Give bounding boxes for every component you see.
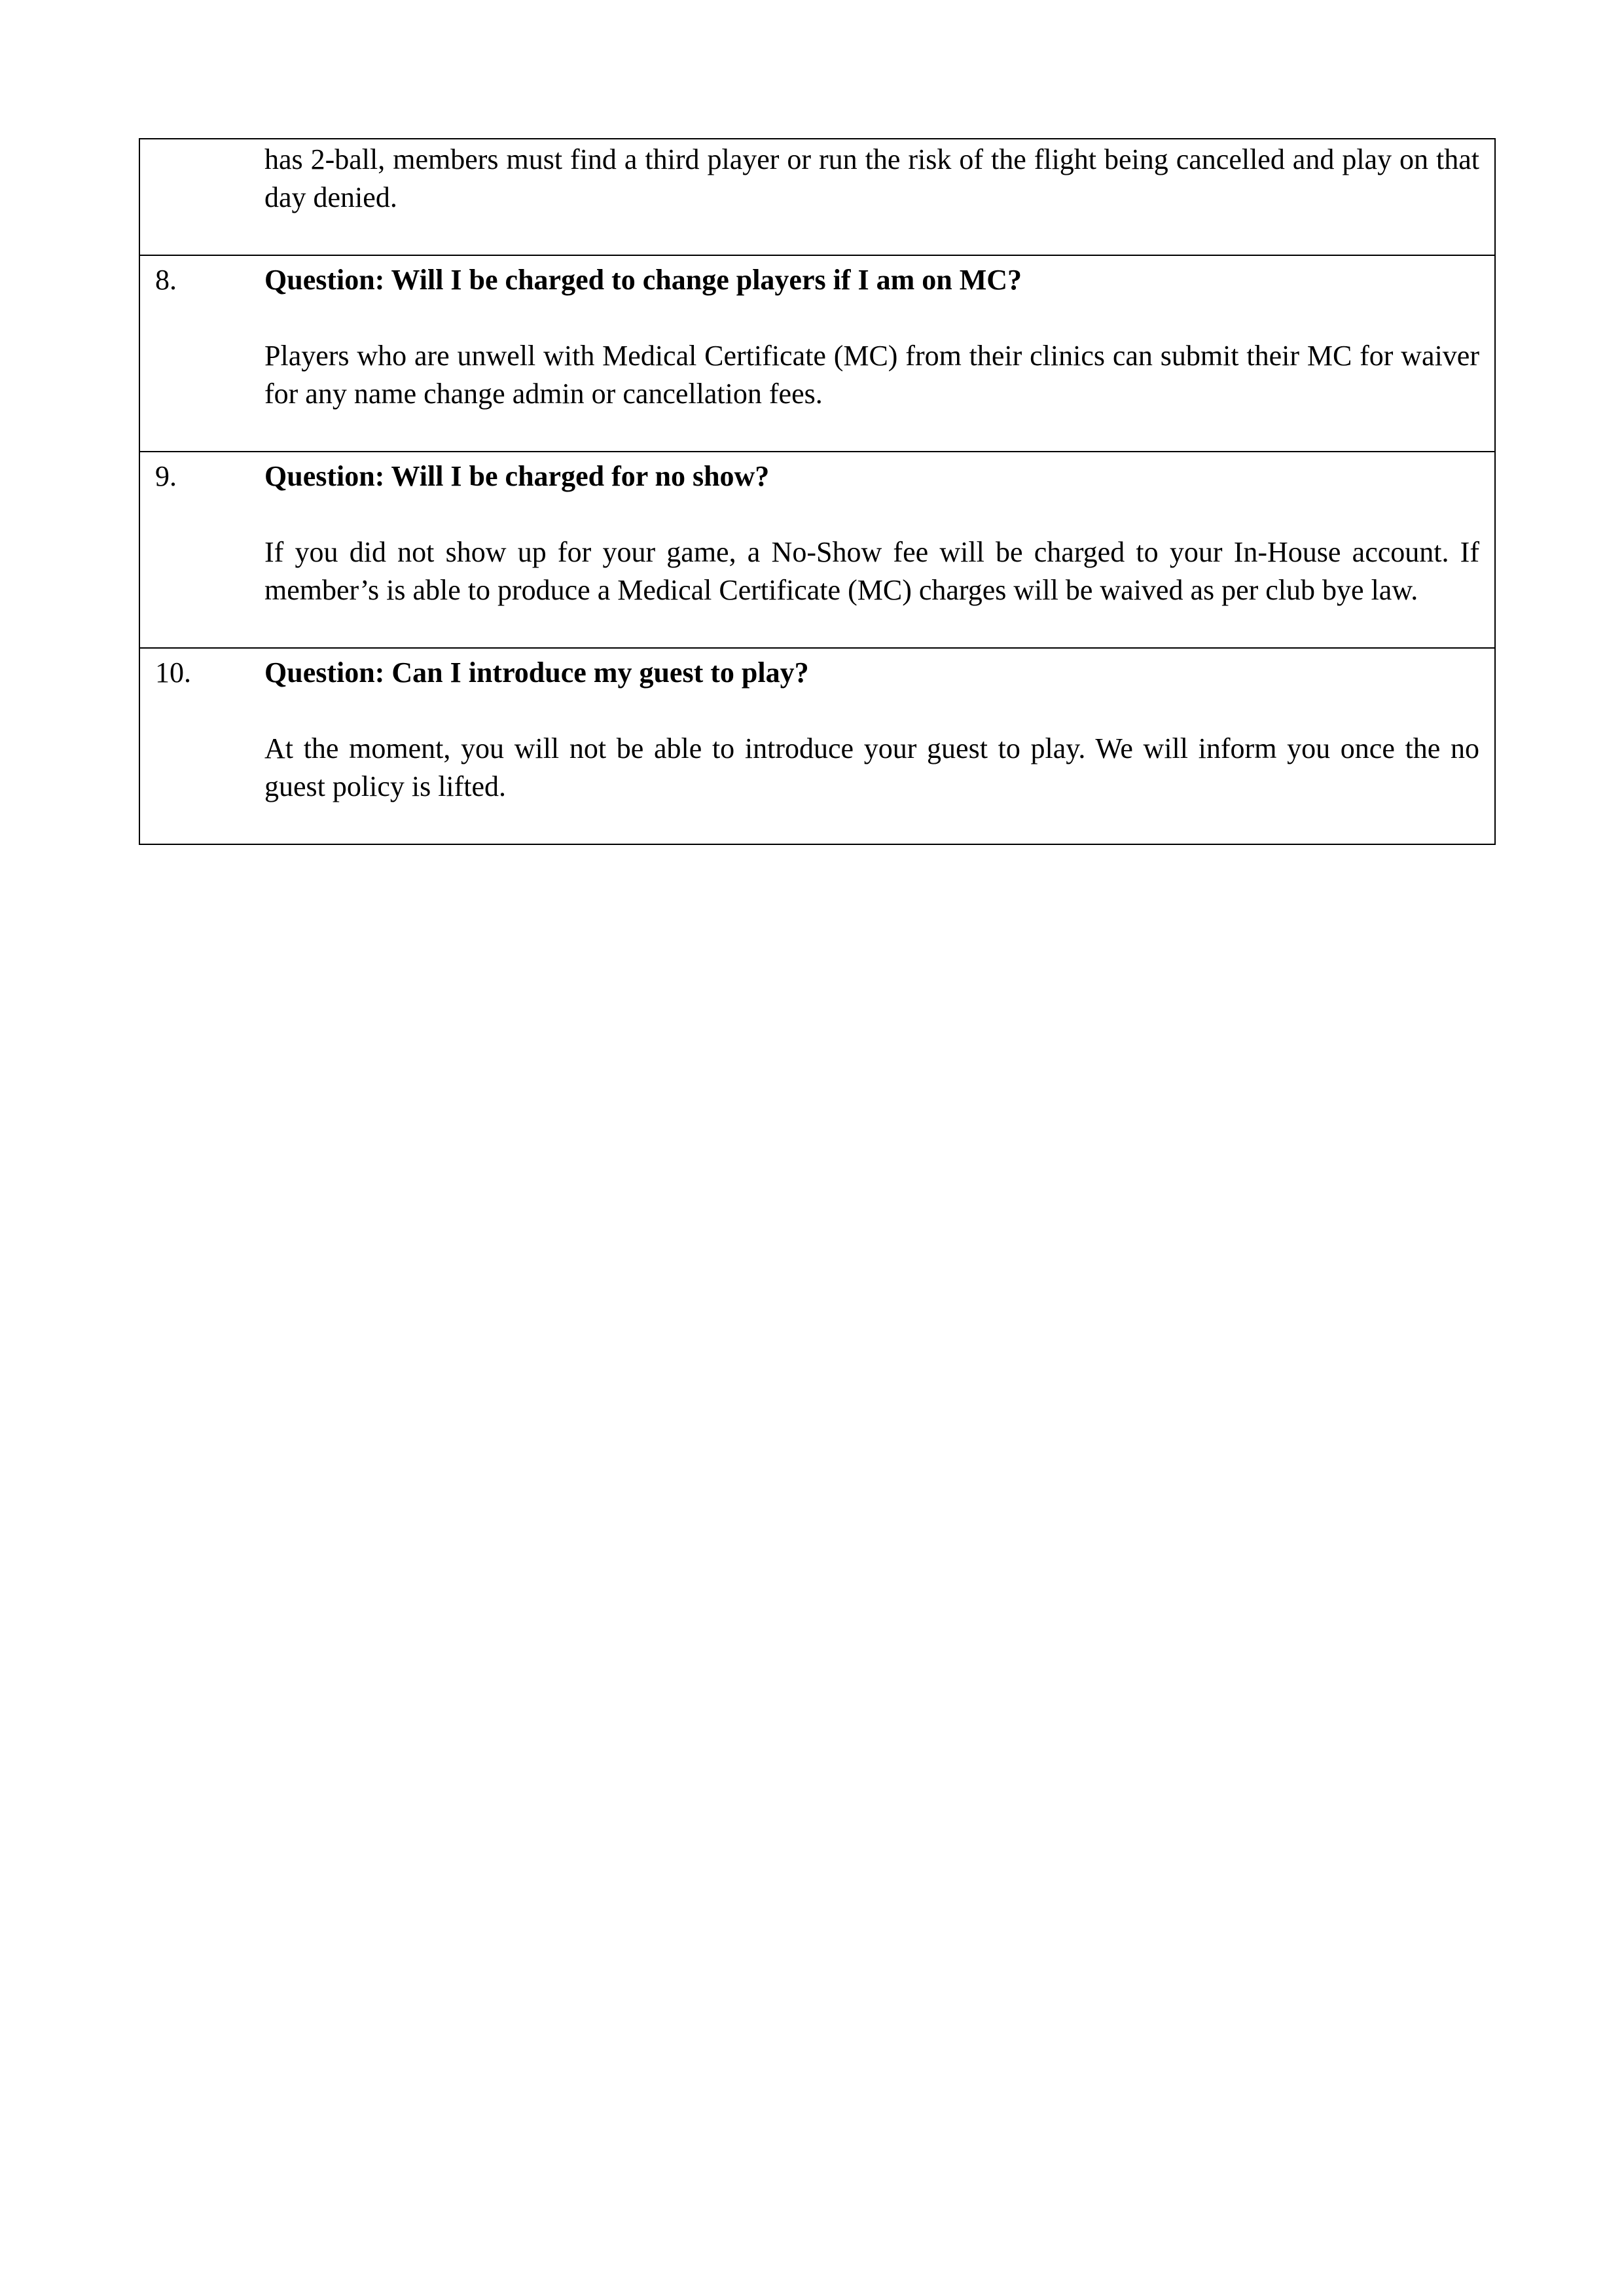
faq-row: [139, 452, 1495, 648]
faq-number-empty: [139, 139, 264, 255]
faq-number: 8.: [139, 255, 264, 452]
faq-cell: [264, 648, 1495, 844]
faq-row: [139, 255, 1495, 452]
faq-cell: [264, 255, 1495, 452]
faq-question: Question: Will I be charged to change players if I am on MC?: [264, 264, 1022, 296]
faq-question: Question: Can I introduce my guest to play?: [264, 656, 809, 689]
faq-question: Question: Will I be charged for no show?: [264, 460, 770, 492]
faq-number: 9.: [139, 452, 264, 648]
faq-answer: At the moment, you will not be able to introduce your guest to play. We will inform you once the no guest policy is lifted.: [264, 732, 1479, 802]
faq-cell: [264, 452, 1495, 648]
faq-answer: Players who are unwell with Medical Certificate (MC) from their clinics can submit their MC for waiver for any name change admin or cancellation fees.: [264, 340, 1479, 410]
faq-continuation-row: [139, 139, 1495, 255]
faq-number: 10.: [139, 648, 264, 844]
faq-answer: If you did not show up for your game, a No-Show fee will be charged to your In-House account. If member’s is able to produce a Medical Certificate (MC) charges will be waived as per club bye law.: [264, 536, 1479, 606]
faq-table: [139, 138, 1496, 845]
faq-continuation-text: has 2-ball, members must find a third player or run the risk of the flight being cancelled and play on that day denied.: [264, 139, 1495, 255]
faq-row: [139, 648, 1495, 844]
